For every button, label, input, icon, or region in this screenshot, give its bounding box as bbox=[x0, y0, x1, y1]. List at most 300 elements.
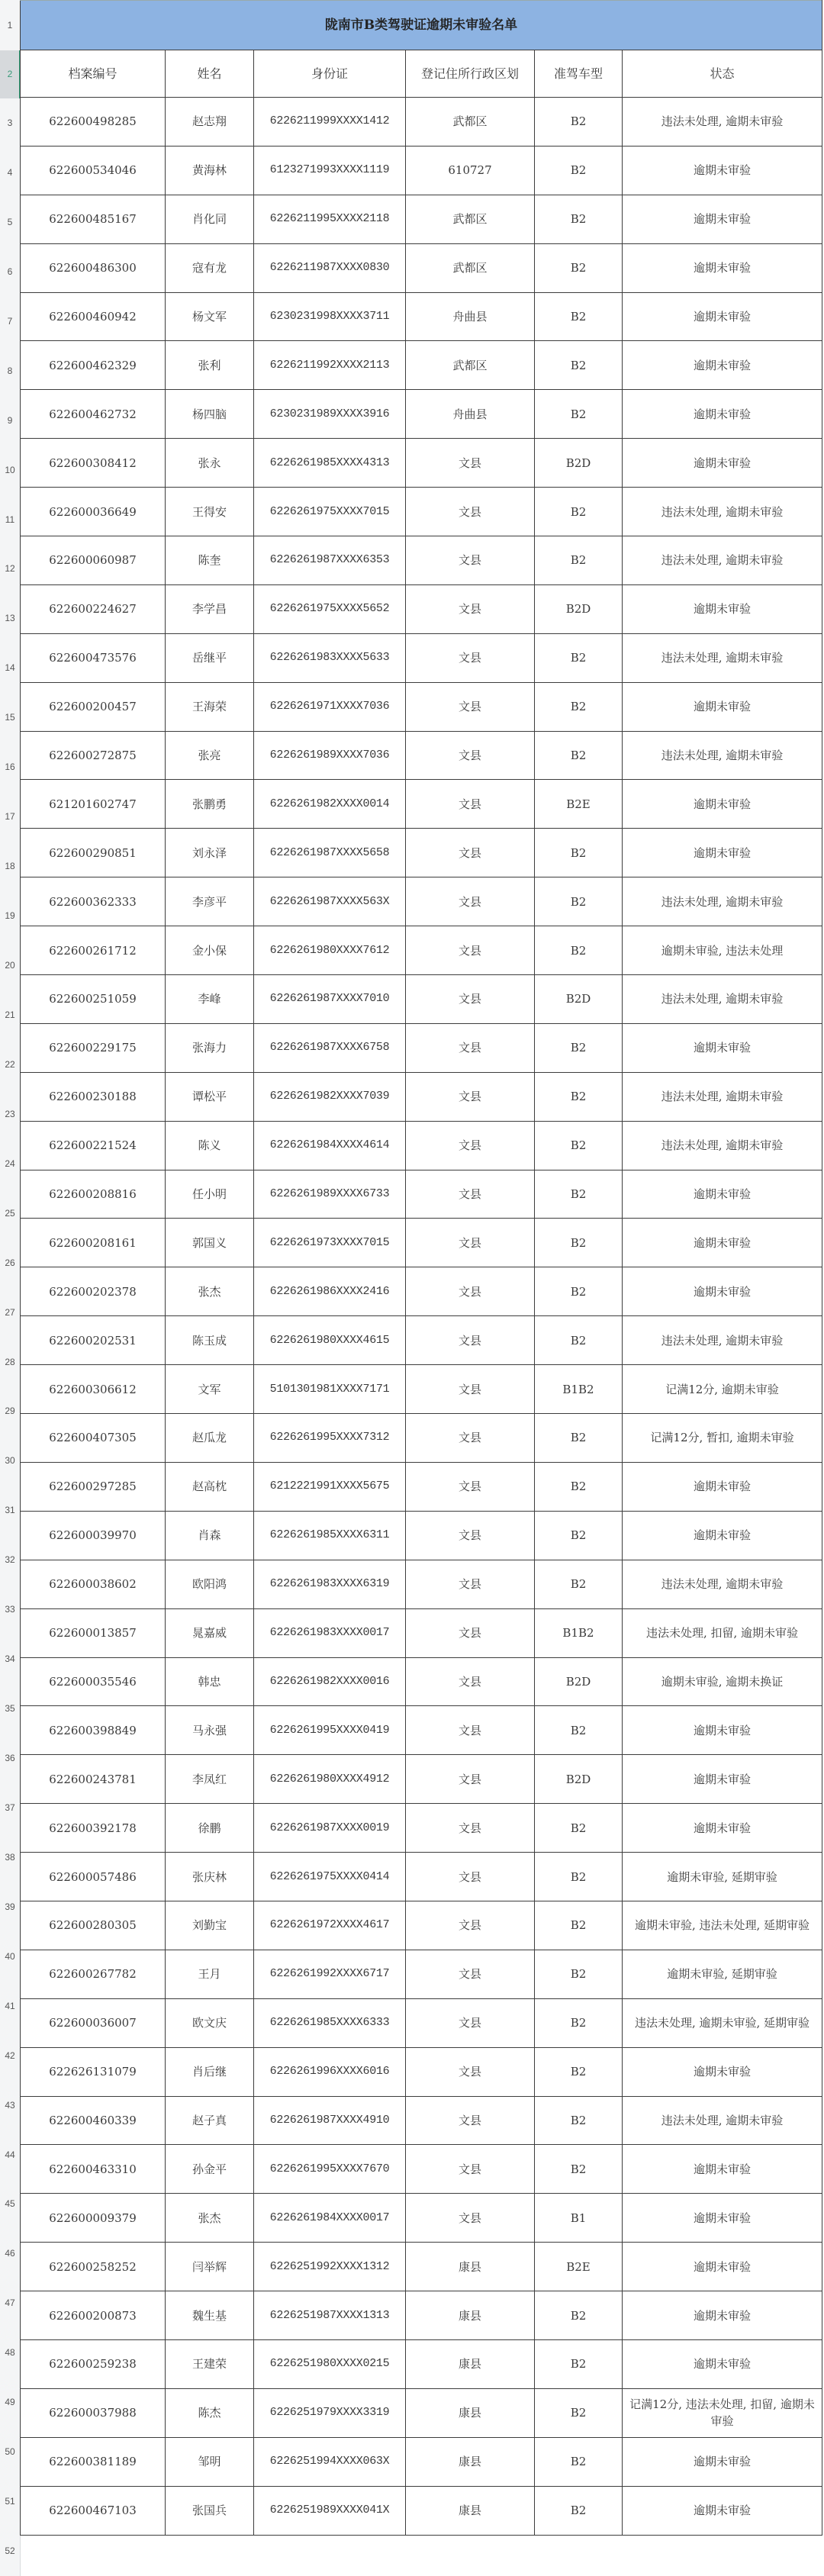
cell-id-no[interactable]: 6226211999XXXX1412 bbox=[254, 98, 406, 147]
cell-id-no[interactable]: 6226251987XXXX1313 bbox=[254, 2291, 406, 2340]
cell-license-class[interactable]: B1B2 bbox=[535, 1365, 623, 1414]
cell-district[interactable]: 武都区 bbox=[406, 243, 535, 292]
header-id-no[interactable]: 身份证 bbox=[254, 50, 406, 98]
cell-district[interactable]: 武都区 bbox=[406, 341, 535, 390]
cell-status[interactable]: 逾期未审验, 延期审验 bbox=[623, 1950, 822, 1998]
cell-license-class[interactable]: B2 bbox=[535, 2047, 623, 2096]
cell-license-class[interactable]: B2 bbox=[535, 1414, 623, 1463]
cell-file-no[interactable]: 622600208816 bbox=[21, 1170, 166, 1219]
cell-status[interactable]: 逾期未审验 bbox=[623, 2437, 822, 2486]
cell-name[interactable]: 张鹏勇 bbox=[166, 780, 254, 829]
cell-file-no[interactable]: 622600460942 bbox=[21, 292, 166, 341]
cell-name[interactable]: 陈玉成 bbox=[166, 1316, 254, 1365]
cell-id-no[interactable]: 6226261995XXXX0419 bbox=[254, 1706, 406, 1755]
cell-name[interactable]: 文军 bbox=[166, 1365, 254, 1414]
cell-district[interactable]: 文县 bbox=[406, 1219, 535, 1267]
cell-name[interactable]: 欧文庆 bbox=[166, 1998, 254, 2047]
cell-id-no[interactable]: 6226261983XXXX0017 bbox=[254, 1608, 406, 1657]
cell-district[interactable]: 康县 bbox=[406, 2388, 535, 2437]
cell-id-no[interactable]: 6226211992XXXX2113 bbox=[254, 341, 406, 390]
cell-district[interactable]: 文县 bbox=[406, 2145, 535, 2194]
cell-license-class[interactable]: B2 bbox=[535, 2145, 623, 2194]
cell-license-class[interactable]: B2 bbox=[535, 243, 623, 292]
row-number[interactable]: 45 bbox=[5, 2198, 15, 2210]
cell-status[interactable]: 逾期未审验 bbox=[623, 1219, 822, 1267]
cell-district[interactable]: 武都区 bbox=[406, 195, 535, 243]
cell-name[interactable]: 金小保 bbox=[166, 926, 254, 975]
sheet-title[interactable]: 陇南市B类驾驶证逾期未审验名单 bbox=[21, 1, 822, 50]
cell-file-no[interactable]: 622600258252 bbox=[21, 2243, 166, 2291]
cell-district[interactable]: 文县 bbox=[406, 1316, 535, 1365]
cell-name[interactable]: 张杰 bbox=[166, 1267, 254, 1316]
cell-license-class[interactable]: B2D bbox=[535, 1755, 623, 1804]
cell-name[interactable]: 晁嘉威 bbox=[166, 1608, 254, 1657]
cell-status[interactable]: 逾期未审验 bbox=[623, 2145, 822, 2194]
row-number[interactable]: 25 bbox=[5, 1207, 15, 1219]
cell-license-class[interactable]: B1B2 bbox=[535, 1608, 623, 1657]
cell-license-class[interactable]: B2 bbox=[535, 98, 623, 147]
cell-id-no[interactable]: 6226261985XXXX6333 bbox=[254, 1998, 406, 2047]
cell-id-no[interactable]: 6226261972XXXX4617 bbox=[254, 1901, 406, 1950]
cell-id-no[interactable]: 6226261971XXXX7036 bbox=[254, 682, 406, 731]
cell-license-class[interactable]: B2 bbox=[535, 1804, 623, 1853]
cell-name[interactable]: 岳继平 bbox=[166, 633, 254, 682]
cell-id-no[interactable]: 6226261995XXXX7312 bbox=[254, 1414, 406, 1463]
cell-status[interactable]: 逾期未审验 bbox=[623, 829, 822, 877]
cell-status[interactable]: 逾期未审验, 违法未处理, 延期审验 bbox=[623, 1901, 822, 1950]
cell-name[interactable]: 王月 bbox=[166, 1950, 254, 1998]
cell-name[interactable]: 陈义 bbox=[166, 1121, 254, 1170]
cell-status[interactable]: 逾期未审验 bbox=[623, 780, 822, 829]
cell-district[interactable]: 文县 bbox=[406, 2194, 535, 2243]
cell-id-no[interactable]: 6226261975XXXX5652 bbox=[254, 584, 406, 633]
cell-status[interactable]: 违法未处理, 逾期未审验 bbox=[623, 2096, 822, 2145]
cell-id-no[interactable]: 6226261987XXXX6758 bbox=[254, 1023, 406, 1072]
cell-license-class[interactable]: B2 bbox=[535, 2096, 623, 2145]
cell-file-no[interactable]: 622600498285 bbox=[21, 98, 166, 147]
cell-status[interactable]: 违法未处理, 逾期未审验 bbox=[623, 1560, 822, 1608]
cell-file-no[interactable]: 622600200873 bbox=[21, 2291, 166, 2340]
cell-district[interactable]: 康县 bbox=[406, 2291, 535, 2340]
cell-license-class[interactable]: B2 bbox=[535, 1072, 623, 1121]
cell-district[interactable]: 康县 bbox=[406, 2486, 535, 2535]
row-number[interactable]: 49 bbox=[5, 2397, 15, 2408]
row-number[interactable]: 4 bbox=[7, 166, 13, 178]
cell-district[interactable]: 文县 bbox=[406, 1414, 535, 1463]
row-number[interactable]: 8 bbox=[7, 365, 13, 376]
cell-file-no[interactable]: 622600013857 bbox=[21, 1608, 166, 1657]
cell-status[interactable]: 逾期未审验 bbox=[623, 439, 822, 488]
cell-license-class[interactable]: B2 bbox=[535, 1511, 623, 1560]
cell-district[interactable]: 文县 bbox=[406, 1804, 535, 1853]
cell-id-no[interactable]: 6226211995XXXX2118 bbox=[254, 195, 406, 243]
cell-file-no[interactable]: 622600467103 bbox=[21, 2486, 166, 2535]
cell-id-no[interactable]: 6226261980XXXX7612 bbox=[254, 926, 406, 975]
cell-status[interactable]: 记满12分, 暂扣, 逾期未审验 bbox=[623, 1414, 822, 1463]
cell-name[interactable]: 肖森 bbox=[166, 1511, 254, 1560]
cell-file-no[interactable]: 622600272875 bbox=[21, 731, 166, 780]
cell-file-no[interactable]: 622600036007 bbox=[21, 1998, 166, 2047]
cell-license-class[interactable]: B2 bbox=[535, 1267, 623, 1316]
row-number[interactable]: 50 bbox=[5, 2446, 15, 2458]
row-number[interactable]: 9 bbox=[7, 414, 13, 426]
row-number[interactable]: 12 bbox=[5, 563, 15, 575]
row-number[interactable]: 33 bbox=[5, 1604, 15, 1615]
cell-id-no[interactable]: 6226261983XXXX5633 bbox=[254, 633, 406, 682]
cell-license-class[interactable]: B2 bbox=[535, 1219, 623, 1267]
cell-id-no[interactable]: 6226261985XXXX4313 bbox=[254, 439, 406, 488]
cell-status[interactable]: 违法未处理, 扣留, 逾期未审验 bbox=[623, 1608, 822, 1657]
cell-file-no[interactable]: 622600362333 bbox=[21, 877, 166, 926]
cell-id-no[interactable]: 6226261983XXXX6319 bbox=[254, 1560, 406, 1608]
cell-id-no[interactable]: 6230231998XXXX3711 bbox=[254, 292, 406, 341]
cell-license-class[interactable]: B2 bbox=[535, 877, 623, 926]
cell-district[interactable]: 文县 bbox=[406, 584, 535, 633]
cell-license-class[interactable]: B2 bbox=[535, 682, 623, 731]
row-number[interactable]: 20 bbox=[5, 959, 15, 971]
cell-id-no[interactable]: 6230231989XXXX3916 bbox=[254, 390, 406, 439]
header-name[interactable]: 姓名 bbox=[166, 50, 254, 98]
cell-id-no[interactable]: 6123271993XXXX1119 bbox=[254, 146, 406, 195]
cell-status[interactable]: 违法未处理, 逾期未审验 bbox=[623, 877, 822, 926]
cell-name[interactable]: 赵高枕 bbox=[166, 1462, 254, 1511]
cell-district[interactable]: 文县 bbox=[406, 633, 535, 682]
cell-district[interactable]: 文县 bbox=[406, 731, 535, 780]
cell-file-no[interactable]: 622600306612 bbox=[21, 1365, 166, 1414]
cell-id-no[interactable]: 6226261980XXXX4615 bbox=[254, 1316, 406, 1365]
cell-status[interactable]: 逾期未审验 bbox=[623, 584, 822, 633]
cell-file-no[interactable]: 622600460339 bbox=[21, 2096, 166, 2145]
row-number[interactable]: 28 bbox=[5, 1356, 15, 1367]
cell-district[interactable]: 610727 bbox=[406, 146, 535, 195]
cell-file-no[interactable]: 622600060987 bbox=[21, 536, 166, 585]
cell-status[interactable]: 逾期未审验 bbox=[623, 1462, 822, 1511]
cell-status[interactable]: 违法未处理, 逾期未审验 bbox=[623, 98, 822, 147]
cell-file-no[interactable]: 622600534046 bbox=[21, 146, 166, 195]
row-number[interactable]: 40 bbox=[5, 1950, 15, 1962]
cell-file-no[interactable]: 622600308412 bbox=[21, 439, 166, 488]
cell-status[interactable]: 违法未处理, 逾期未审验 bbox=[623, 1316, 822, 1365]
cell-district[interactable]: 文县 bbox=[406, 1121, 535, 1170]
row-number[interactable]: 27 bbox=[5, 1306, 15, 1318]
cell-district[interactable]: 文县 bbox=[406, 1608, 535, 1657]
cell-license-class[interactable]: B2 bbox=[535, 341, 623, 390]
cell-file-no[interactable]: 622626131079 bbox=[21, 2047, 166, 2096]
cell-name[interactable]: 陈杰 bbox=[166, 2388, 254, 2437]
cell-file-no[interactable]: 622600230188 bbox=[21, 1072, 166, 1121]
cell-status[interactable]: 记满12分, 违法未处理, 扣留, 逾期未审验 bbox=[623, 2388, 822, 2437]
cell-district[interactable]: 康县 bbox=[406, 2243, 535, 2291]
cell-id-no[interactable]: 6226261973XXXX7015 bbox=[254, 1219, 406, 1267]
cell-license-class[interactable]: B2 bbox=[535, 536, 623, 585]
cell-license-class[interactable]: B2 bbox=[535, 195, 623, 243]
cell-status[interactable]: 逾期未审验 bbox=[623, 1804, 822, 1853]
cell-name[interactable]: 王建荣 bbox=[166, 2339, 254, 2388]
cell-name[interactable]: 邹明 bbox=[166, 2437, 254, 2486]
cell-file-no[interactable]: 622600280305 bbox=[21, 1901, 166, 1950]
row-number[interactable]: 18 bbox=[5, 861, 15, 872]
cell-file-no[interactable]: 622600392178 bbox=[21, 1804, 166, 1853]
cell-license-class[interactable]: B2 bbox=[535, 2486, 623, 2535]
cell-name[interactable]: 黄海林 bbox=[166, 146, 254, 195]
cell-file-no[interactable]: 622600473576 bbox=[21, 633, 166, 682]
cell-id-no[interactable]: 6226261975XXXX0414 bbox=[254, 1853, 406, 1901]
cell-file-no[interactable]: 622600243781 bbox=[21, 1755, 166, 1804]
header-license-class[interactable]: 准驾车型 bbox=[535, 50, 623, 98]
cell-district[interactable]: 舟曲县 bbox=[406, 390, 535, 439]
cell-district[interactable]: 文县 bbox=[406, 1170, 535, 1219]
cell-name[interactable]: 张国兵 bbox=[166, 2486, 254, 2535]
cell-district[interactable]: 文县 bbox=[406, 1267, 535, 1316]
row-number[interactable]: 1 bbox=[7, 20, 13, 31]
cell-district[interactable]: 文县 bbox=[406, 1560, 535, 1608]
row-number[interactable]: 38 bbox=[5, 1851, 15, 1863]
row-number[interactable]: 22 bbox=[5, 1058, 15, 1070]
cell-file-no[interactable]: 622600398849 bbox=[21, 1706, 166, 1755]
cell-license-class[interactable]: B2 bbox=[535, 1170, 623, 1219]
cell-status[interactable]: 逾期未审验, 延期审验 bbox=[623, 1853, 822, 1901]
cell-name[interactable]: 陈奎 bbox=[166, 536, 254, 585]
row-number[interactable]: 47 bbox=[5, 2297, 15, 2309]
row-number[interactable]: 10 bbox=[5, 464, 15, 475]
row-number[interactable]: 2 bbox=[0, 50, 20, 98]
cell-status[interactable]: 逾期未审验 bbox=[623, 146, 822, 195]
cell-status[interactable]: 逾期未审验 bbox=[623, 341, 822, 390]
cell-name[interactable]: 肖后继 bbox=[166, 2047, 254, 2096]
cell-status[interactable]: 违法未处理, 逾期未审验 bbox=[623, 488, 822, 536]
cell-id-no[interactable]: 6226251979XXXX3319 bbox=[254, 2388, 406, 2437]
cell-id-no[interactable]: 6226261995XXXX7670 bbox=[254, 2145, 406, 2194]
cell-id-no[interactable]: 6226261989XXXX6733 bbox=[254, 1170, 406, 1219]
cell-file-no[interactable]: 622600200457 bbox=[21, 682, 166, 731]
cell-license-class[interactable]: B2D bbox=[535, 439, 623, 488]
cell-license-class[interactable]: B2 bbox=[535, 1998, 623, 2047]
header-status[interactable]: 状态 bbox=[623, 50, 822, 98]
cell-license-class[interactable]: B2 bbox=[535, 1462, 623, 1511]
cell-name[interactable]: 张庆林 bbox=[166, 1853, 254, 1901]
cell-file-no[interactable]: 622600261712 bbox=[21, 926, 166, 975]
cell-status[interactable]: 违法未处理, 逾期未审验 bbox=[623, 633, 822, 682]
row-number[interactable]: 39 bbox=[5, 1901, 15, 1912]
cell-file-no[interactable]: 622600407305 bbox=[21, 1414, 166, 1463]
cell-district[interactable]: 文县 bbox=[406, 1901, 535, 1950]
cell-license-class[interactable]: B2E bbox=[535, 2243, 623, 2291]
cell-district[interactable]: 文县 bbox=[406, 829, 535, 877]
cell-license-class[interactable]: B2 bbox=[535, 488, 623, 536]
cell-district[interactable]: 文县 bbox=[406, 2096, 535, 2145]
cell-id-no[interactable]: 6226251989XXXX041X bbox=[254, 2486, 406, 2535]
cell-file-no[interactable]: 622600208161 bbox=[21, 1219, 166, 1267]
cell-id-no[interactable]: 6226261996XXXX6016 bbox=[254, 2047, 406, 2096]
cell-file-no[interactable]: 622600035546 bbox=[21, 1657, 166, 1706]
cell-license-class[interactable]: B2 bbox=[535, 1121, 623, 1170]
cell-file-no[interactable]: 622600290851 bbox=[21, 829, 166, 877]
cell-district[interactable]: 文县 bbox=[406, 877, 535, 926]
cell-name[interactable]: 肖化同 bbox=[166, 195, 254, 243]
row-number[interactable]: 6 bbox=[7, 266, 13, 277]
cell-name[interactable]: 欧阳鸿 bbox=[166, 1560, 254, 1608]
cell-file-no[interactable]: 622600037988 bbox=[21, 2388, 166, 2437]
cell-name[interactable]: 王海荣 bbox=[166, 682, 254, 731]
cell-file-no[interactable]: 622600038602 bbox=[21, 1560, 166, 1608]
cell-license-class[interactable]: B2 bbox=[535, 1316, 623, 1365]
row-number[interactable]: 43 bbox=[5, 2099, 15, 2111]
cell-id-no[interactable]: 6226261984XXXX4614 bbox=[254, 1121, 406, 1170]
cell-license-class[interactable]: B1 bbox=[535, 2194, 623, 2243]
header-file-no[interactable]: 档案编号 bbox=[21, 50, 166, 98]
cell-license-class[interactable]: B2 bbox=[535, 1853, 623, 1901]
cell-status[interactable]: 逾期未审验 bbox=[623, 2047, 822, 2096]
row-number[interactable]: 14 bbox=[5, 662, 15, 674]
cell-district[interactable]: 文县 bbox=[406, 488, 535, 536]
cell-district[interactable]: 舟曲县 bbox=[406, 292, 535, 341]
cell-license-class[interactable]: B2 bbox=[535, 1560, 623, 1608]
row-number[interactable]: 48 bbox=[5, 2347, 15, 2359]
cell-district[interactable]: 文县 bbox=[406, 1950, 535, 1998]
cell-name[interactable]: 张永 bbox=[166, 439, 254, 488]
cell-name[interactable]: 赵志翔 bbox=[166, 98, 254, 147]
cell-license-class[interactable]: B2 bbox=[535, 1901, 623, 1950]
cell-id-no[interactable]: 6226261980XXXX4912 bbox=[254, 1755, 406, 1804]
cell-id-no[interactable]: 6226261982XXXX0014 bbox=[254, 780, 406, 829]
cell-district[interactable]: 文县 bbox=[406, 780, 535, 829]
cell-id-no[interactable]: 6226261987XXXX563X bbox=[254, 877, 406, 926]
row-number[interactable]: 42 bbox=[5, 2050, 15, 2061]
cell-id-no[interactable]: 6226251980XXXX0215 bbox=[254, 2339, 406, 2388]
row-number[interactable]: 51 bbox=[5, 2496, 15, 2507]
row-number[interactable]: 7 bbox=[7, 315, 13, 327]
cell-file-no[interactable]: 621201602747 bbox=[21, 780, 166, 829]
cell-name[interactable]: 赵瓜龙 bbox=[166, 1414, 254, 1463]
cell-file-no[interactable]: 622600229175 bbox=[21, 1023, 166, 1072]
cell-name[interactable]: 闫举辉 bbox=[166, 2243, 254, 2291]
cell-file-no[interactable]: 622600297285 bbox=[21, 1462, 166, 1511]
cell-license-class[interactable]: B2 bbox=[535, 1706, 623, 1755]
cell-district[interactable]: 文县 bbox=[406, 536, 535, 585]
cell-id-no[interactable]: 6226261989XXXX7036 bbox=[254, 731, 406, 780]
cell-file-no[interactable]: 622600057486 bbox=[21, 1853, 166, 1901]
cell-district[interactable]: 文县 bbox=[406, 926, 535, 975]
row-number[interactable]: 5 bbox=[7, 216, 13, 227]
cell-id-no[interactable]: 6226251994XXXX063X bbox=[254, 2437, 406, 2486]
cell-name[interactable]: 马永强 bbox=[166, 1706, 254, 1755]
cell-id-no[interactable]: 6226261987XXXX7010 bbox=[254, 975, 406, 1024]
row-number[interactable]: 21 bbox=[5, 1009, 15, 1020]
cell-status[interactable]: 逾期未审验 bbox=[623, 2486, 822, 2535]
row-number[interactable]: 31 bbox=[5, 1505, 15, 1516]
cell-status[interactable]: 逾期未审验 bbox=[623, 292, 822, 341]
cell-district[interactable]: 康县 bbox=[406, 2437, 535, 2486]
cell-name[interactable]: 刘勤宝 bbox=[166, 1901, 254, 1950]
cell-file-no[interactable]: 622600251059 bbox=[21, 975, 166, 1024]
cell-id-no[interactable]: 6226261984XXXX0017 bbox=[254, 2194, 406, 2243]
cell-id-no[interactable]: 6226261975XXXX7015 bbox=[254, 488, 406, 536]
cell-license-class[interactable]: B2 bbox=[535, 731, 623, 780]
cell-status[interactable]: 逾期未审验 bbox=[623, 1170, 822, 1219]
cell-district[interactable]: 文县 bbox=[406, 1998, 535, 2047]
cell-name[interactable]: 李凤红 bbox=[166, 1755, 254, 1804]
cell-status[interactable]: 逾期未审验 bbox=[623, 195, 822, 243]
cell-district[interactable]: 文县 bbox=[406, 1462, 535, 1511]
cell-file-no[interactable]: 622600462732 bbox=[21, 390, 166, 439]
cell-license-class[interactable]: B2 bbox=[535, 829, 623, 877]
cell-file-no[interactable]: 622600224627 bbox=[21, 584, 166, 633]
cell-status[interactable]: 逾期未审验 bbox=[623, 2243, 822, 2291]
cell-file-no[interactable]: 622600381189 bbox=[21, 2437, 166, 2486]
cell-status[interactable]: 违法未处理, 逾期未审验 bbox=[623, 731, 822, 780]
cell-name[interactable]: 徐鹏 bbox=[166, 1804, 254, 1853]
cell-district[interactable]: 文县 bbox=[406, 1755, 535, 1804]
cell-file-no[interactable]: 622600486300 bbox=[21, 243, 166, 292]
cell-name[interactable]: 张杰 bbox=[166, 2194, 254, 2243]
row-number[interactable]: 17 bbox=[5, 811, 15, 823]
cell-district[interactable]: 文县 bbox=[406, 1023, 535, 1072]
cell-name[interactable]: 郭国义 bbox=[166, 1219, 254, 1267]
cell-status[interactable]: 逾期未审验 bbox=[623, 243, 822, 292]
cell-district[interactable]: 文县 bbox=[406, 1365, 535, 1414]
cell-license-class[interactable]: B2 bbox=[535, 2388, 623, 2437]
row-number[interactable]: 44 bbox=[5, 2149, 15, 2160]
cell-status[interactable]: 逾期未审验, 逾期未换证 bbox=[623, 1657, 822, 1706]
cell-license-class[interactable]: B2 bbox=[535, 633, 623, 682]
cell-district[interactable]: 文县 bbox=[406, 1853, 535, 1901]
cell-file-no[interactable]: 622600267782 bbox=[21, 1950, 166, 1998]
cell-district[interactable]: 文县 bbox=[406, 439, 535, 488]
cell-name[interactable]: 韩忠 bbox=[166, 1657, 254, 1706]
cell-id-no[interactable]: 5101301981XXXX7171 bbox=[254, 1365, 406, 1414]
cell-license-class[interactable]: B2 bbox=[535, 1950, 623, 1998]
cell-status[interactable]: 逾期未审验 bbox=[623, 390, 822, 439]
cell-status[interactable]: 逾期未审验 bbox=[623, 1755, 822, 1804]
row-number[interactable]: 16 bbox=[5, 762, 15, 773]
cell-id-no[interactable]: 6226261987XXXX0019 bbox=[254, 1804, 406, 1853]
cell-name[interactable]: 李彦平 bbox=[166, 877, 254, 926]
cell-name[interactable]: 李峰 bbox=[166, 975, 254, 1024]
row-number[interactable]: 11 bbox=[5, 514, 15, 525]
cell-license-class[interactable]: B2D bbox=[535, 584, 623, 633]
cell-name[interactable]: 杨四脑 bbox=[166, 390, 254, 439]
cell-file-no[interactable]: 622600039970 bbox=[21, 1511, 166, 1560]
cell-file-no[interactable]: 622600202531 bbox=[21, 1316, 166, 1365]
cell-status[interactable]: 违法未处理, 逾期未审验 bbox=[623, 1072, 822, 1121]
cell-license-class[interactable]: B2 bbox=[535, 926, 623, 975]
cell-status[interactable]: 逾期未审验 bbox=[623, 2194, 822, 2243]
cell-file-no[interactable]: 622600485167 bbox=[21, 195, 166, 243]
row-number[interactable]: 24 bbox=[5, 1158, 15, 1169]
row-number[interactable]: 34 bbox=[5, 1653, 15, 1665]
cell-status[interactable]: 违法未处理, 逾期未审验 bbox=[623, 536, 822, 585]
cell-district[interactable]: 康县 bbox=[406, 2339, 535, 2388]
cell-file-no[interactable]: 622600463310 bbox=[21, 2145, 166, 2194]
cell-id-no[interactable]: 6226261987XXXX6353 bbox=[254, 536, 406, 585]
cell-name[interactable]: 寇有龙 bbox=[166, 243, 254, 292]
cell-file-no[interactable]: 622600202378 bbox=[21, 1267, 166, 1316]
cell-license-class[interactable]: B2D bbox=[535, 1657, 623, 1706]
cell-file-no[interactable]: 622600462329 bbox=[21, 341, 166, 390]
cell-status[interactable]: 逾期未审验 bbox=[623, 1706, 822, 1755]
cell-name[interactable]: 谭松平 bbox=[166, 1072, 254, 1121]
cell-id-no[interactable]: 6226261985XXXX6311 bbox=[254, 1511, 406, 1560]
cell-status[interactable]: 违法未处理, 逾期未审验, 延期审验 bbox=[623, 1998, 822, 2047]
cell-status[interactable]: 逾期未审验 bbox=[623, 1267, 822, 1316]
cell-id-no[interactable]: 6226261987XXXX5658 bbox=[254, 829, 406, 877]
cell-name[interactable]: 王得安 bbox=[166, 488, 254, 536]
cell-file-no[interactable]: 622600221524 bbox=[21, 1121, 166, 1170]
cell-status[interactable]: 逾期未审验 bbox=[623, 682, 822, 731]
cell-license-class[interactable]: B2 bbox=[535, 2437, 623, 2486]
cell-district[interactable]: 文县 bbox=[406, 2047, 535, 2096]
cell-name[interactable]: 魏生基 bbox=[166, 2291, 254, 2340]
